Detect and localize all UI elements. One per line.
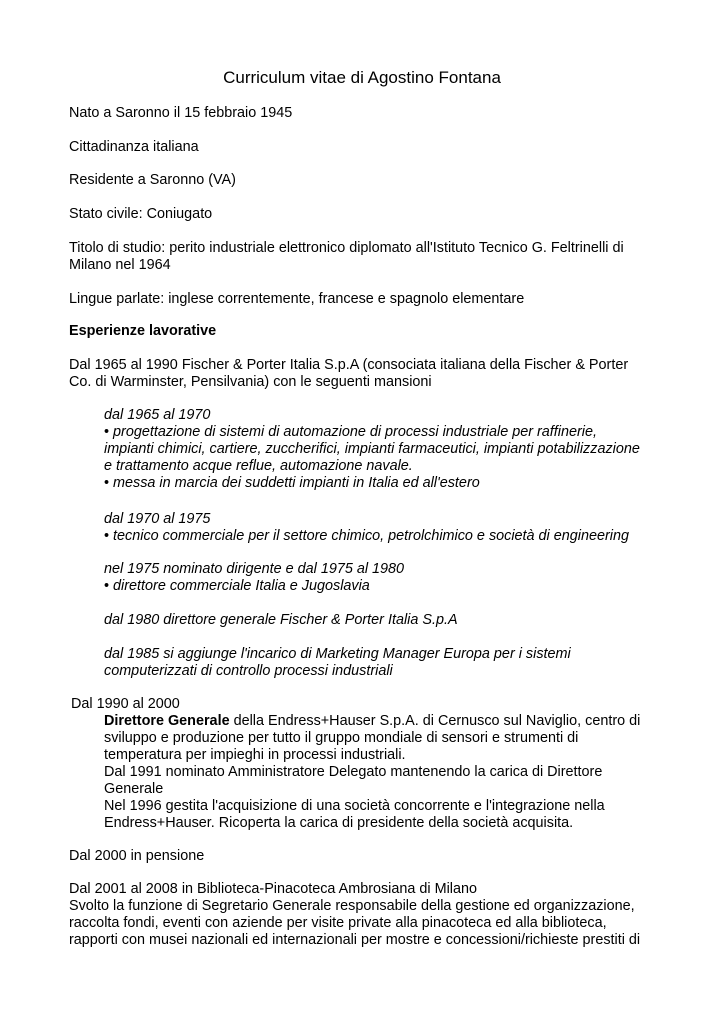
fischer-intro [69,357,669,391]
education-line: Titolo di studio: perito industriale elettronico diplomato all'Istituto Tecnico G. Feltrinelli di [69,240,624,256]
fischer-period-1980: dal 1980 direttore generale Fischer & Porter Italia S.p.A [104,612,458,628]
endress-period: Dal 1990 al 2000 [71,696,180,712]
list-item: • direttore commerciale Italia e Jugoslavia [104,578,370,594]
list-item: • progettazione di sistemi di automazione di processi industriale per raffinerie, [104,424,597,440]
endress-line: Nel 1996 gestita l'acquisizione di una società concorrente e l'integrazione nella [104,798,605,814]
ambrosiana-description [69,881,689,949]
period-heading: dal 1965 al 1970 [104,407,211,423]
ambrosiana-line: Svolto la funzione di Segretario Generale responsabile della gestione ed organizzazione, [69,898,635,914]
fischer-intro-line: Co. di Warminster, Pensilvania) con le seguenti mansioni [69,374,432,390]
document-title: Curriculum vitae di Agostino Fontana [223,68,501,87]
list-item-continuation: e trattamento acque reflue, automazione navale. [104,458,413,474]
fischer-period-1975 [104,561,664,595]
bullet-icon: • [104,424,110,440]
ambrosiana-line: raccolta fondi, eventi con aziende per visite private alla pinacoteca ed alla biblioteca, [69,915,607,931]
fischer-period-1985 [104,646,664,680]
residence-info: Residente a Saronno (VA) [69,172,236,188]
endress-description [104,713,674,832]
list-item: • messa in marcia dei suddetti impianti in Italia ed all'estero [104,475,480,491]
birth-info: Nato a Saronno il 15 febbraio 1945 [69,105,293,121]
endress-line: temperatura per impieghi in processi industriali. [104,747,406,763]
period-heading: dal 1970 al 1975 [104,511,211,527]
period-heading: nel 1975 nominato dirigente e dal 1975 al 1980 [104,561,405,577]
endress-line: Dal 1991 nominato Amministratore Delegato mantenendo la carica di Direttore [104,764,603,780]
period-line: dal 1985 si aggiunge l'incarico di Marketing Manager Europa per i sistemi [104,646,571,662]
education-line: Milano nel 1964 [69,257,171,273]
citizenship-info: Cittadinanza italiana [69,139,199,155]
civil-status-info: Stato civile: Coniugato [69,206,213,222]
fischer-period-1970 [104,511,664,545]
list-item-continuation: impianti chimici, cartiere, zuccherifici, impianti farmaceutici, impianti potabilizzazione [104,441,640,457]
education-info [69,240,669,274]
retirement-info: Dal 2000 in pensione [69,848,205,864]
ambrosiana-line: Dal 2001 al 2008 in Biblioteca-Pinacoteca Ambrosiana di Milano [69,881,477,897]
role-title: Direttore Generale [104,713,230,729]
ambrosiana-line: rapporti con musei nazionali ed internazionali per mostre e concessioni/richieste prestiti di [69,932,641,948]
endress-line: Direttore Generale della Endress+Hauser S.p.A. di Cernusco sul Naviglio, centro di [104,713,641,729]
fischer-intro-line: Dal 1965 al 1990 Fischer & Porter Italia S.p.A (consociata italiana della Fischer & Porter [69,357,629,373]
bullet-icon: • [104,578,110,594]
endress-line: Generale [104,781,164,797]
languages-info: Lingue parlate: inglese correntemente, francese e spagnolo elementare [69,291,525,307]
endress-line: Endress+Hauser. Ricoperta la carica di presidente della società acquisita. [104,815,574,831]
period-line: computerizzati di controllo processi industriali [104,663,393,679]
bullet-icon: • [104,528,110,544]
experience-heading: Esperienze lavorative [69,323,217,339]
bullet-icon: • [104,475,110,491]
list-item: • tecnico commerciale per il settore chimico, petrolchimico e società di engineering [104,528,629,544]
fischer-period-1965 [104,407,664,492]
endress-line: sviluppo e produzione per tutto il gruppo mondiale di sensori e strumenti di [104,730,579,746]
